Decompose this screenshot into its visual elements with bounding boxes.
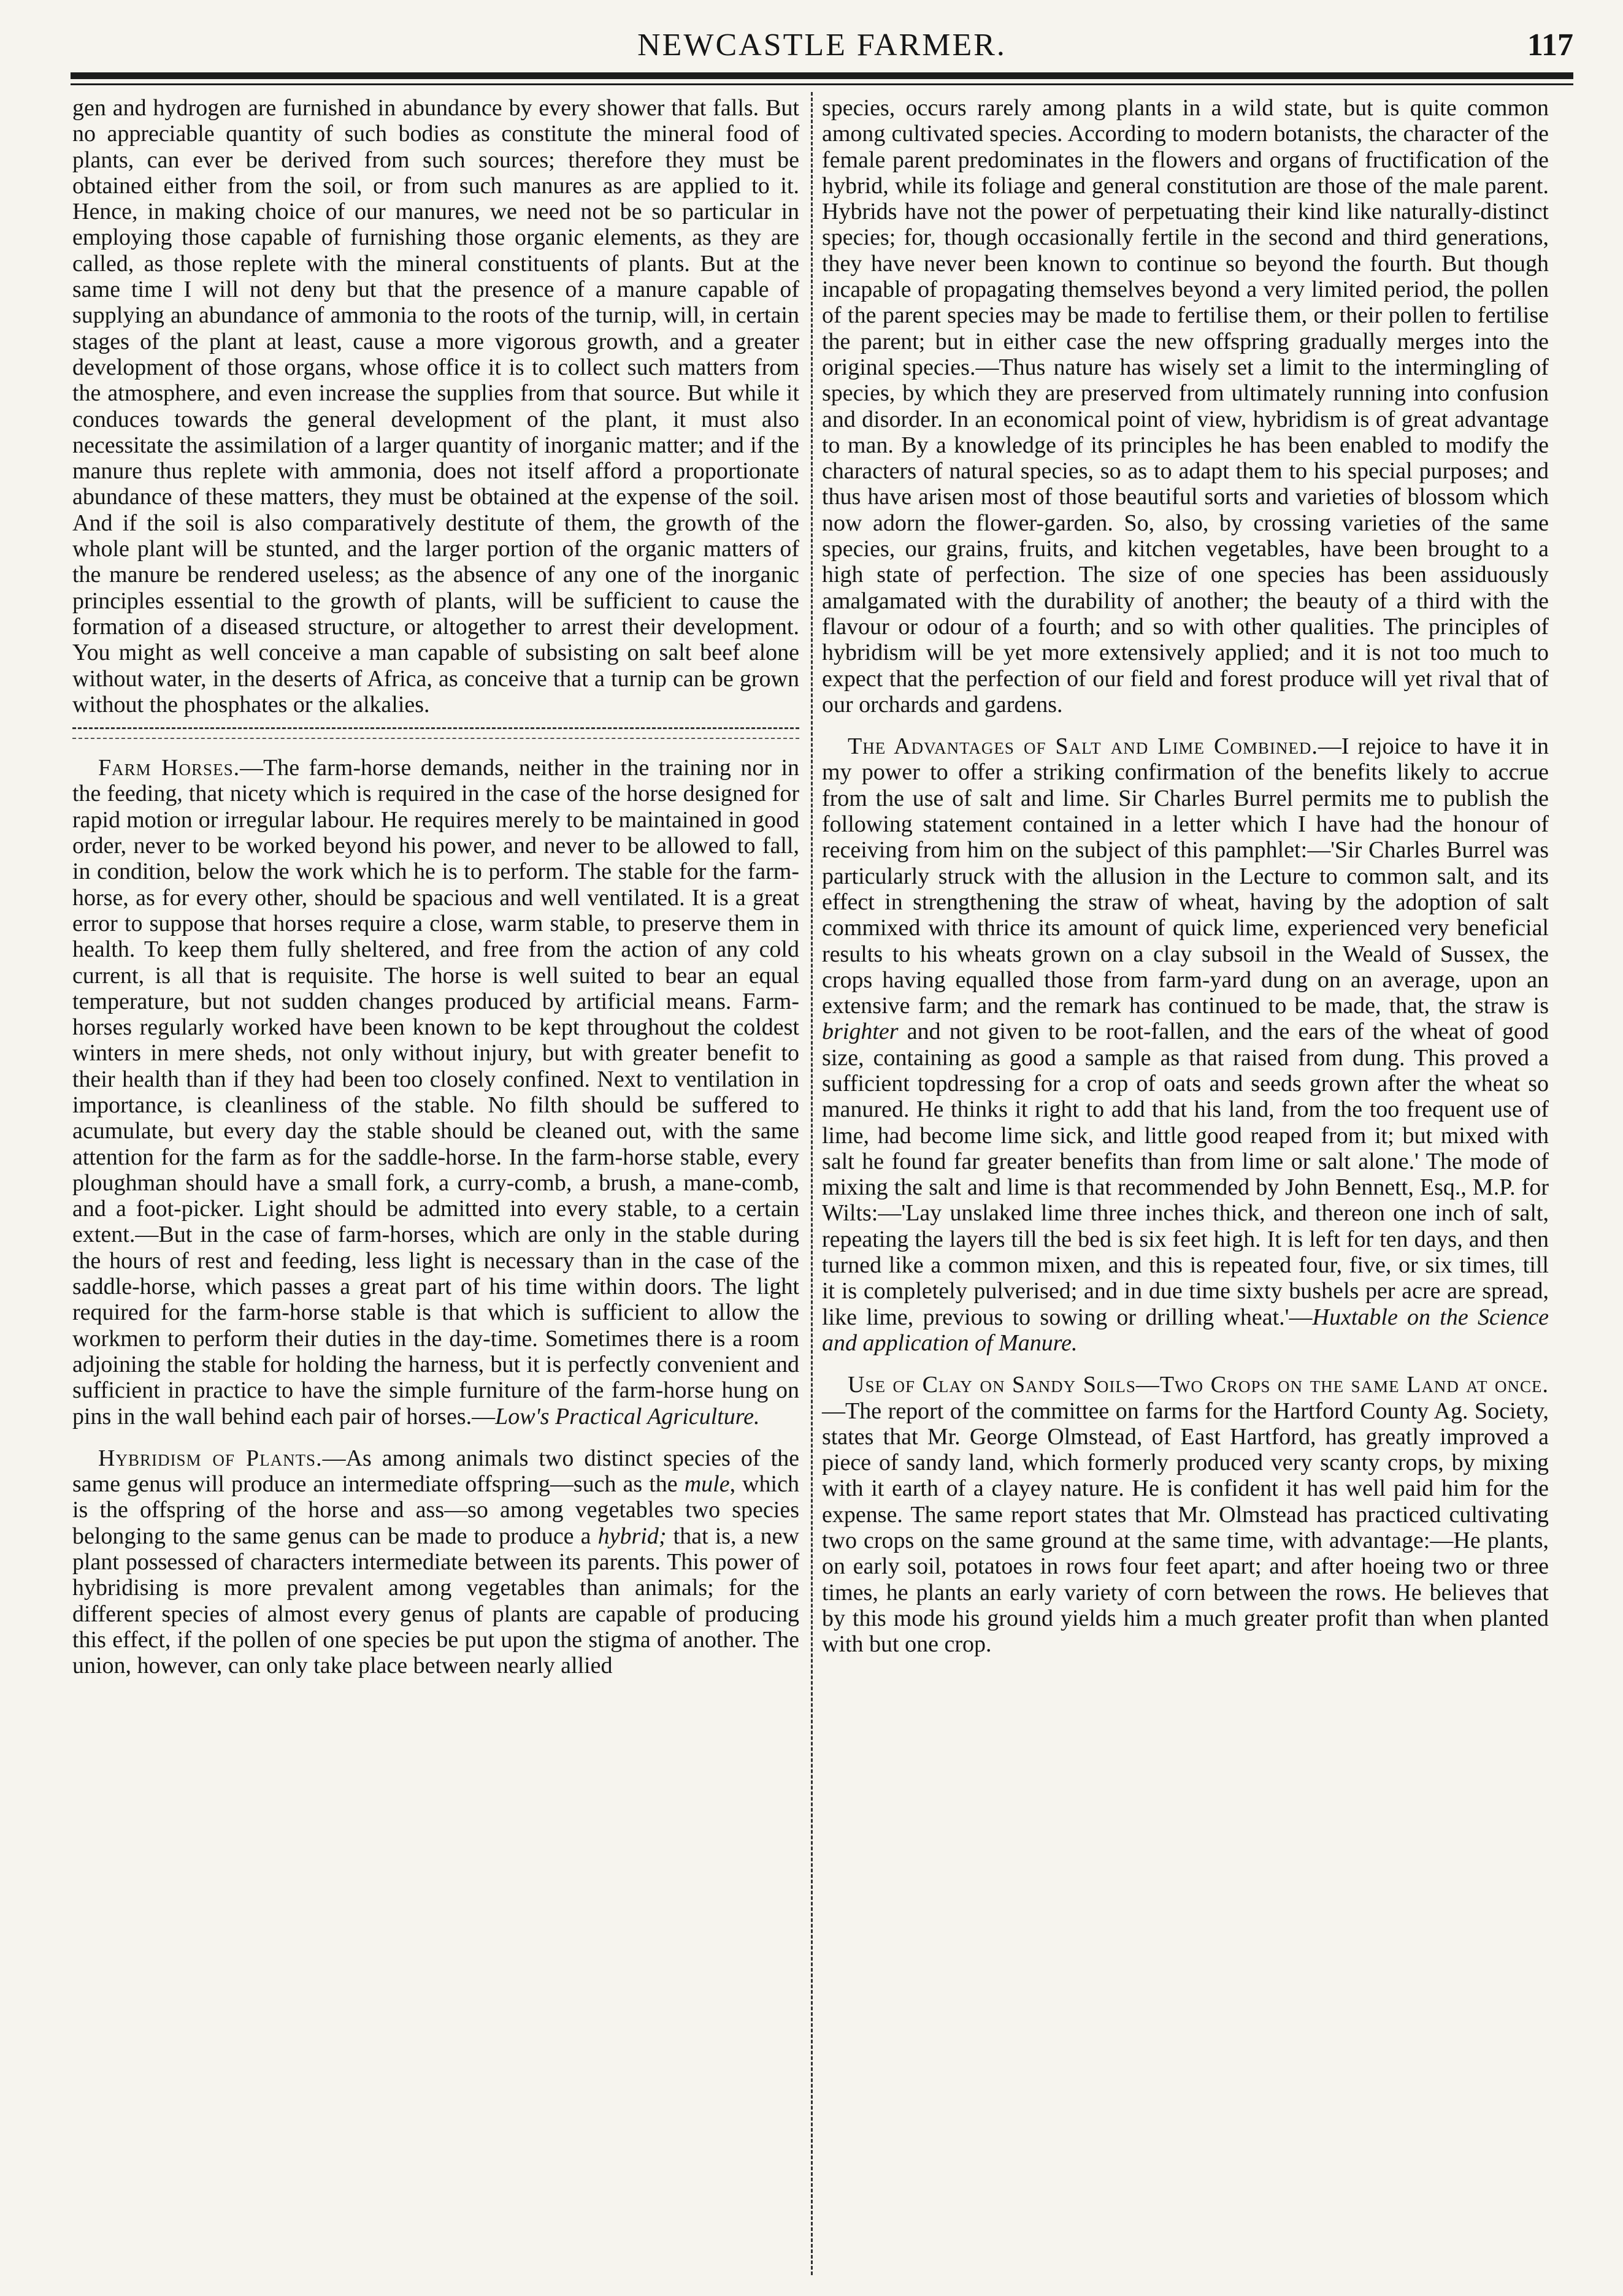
- hybridism-heading: Hybridism of Plants.: [98, 1445, 323, 1471]
- salt-lime-text-b: and not given to be root-fallen, and the ears of the wheat of good size, containing as good a sample as that raised from dung. This proved a sufficient topdressing for a crop of oats and seeds grown after the wheat so manured. He thinks it right to add that his land, from the too frequent use of lime, had become lime sick, and little good reaped from it; but mixed with salt he found far greater benefits than from lime or salt alone.' The mode of mixing the salt and lime is that recommended by John Bennett, Esq., M.P. for Wilts:—'Lay unslaked lime three inches thick, and thereon one inch of salt, repeating the layers till the bed is six feet high. It is left for ten days, and then turned like a common mixen, and this is repeated four, five, or six times, till it is completely pulverised; and in due time sixty bushels per acre are spread, like lime, previous to sowing or drilling wheat.'—: [822, 1019, 1549, 1330]
- hybridism-text-a: —As among animals two distinct species of the same genus will produce an intermediate offspring—such as the: [72, 1445, 799, 1498]
- salt-lime-heading: The Advantages of Salt and Lime Combined.: [848, 733, 1318, 760]
- farm-horses-text: —The farm-horse demands, neither in the training nor in the feeding, that nicety which is required in the case of the horse designed for rapid motion or irregular labour. He requires merely to be maintained in good order, never to be worked beyond his power, and never to be allowed to fall, in condition, below the work which he is to perform. The stable for the farm-horse, as for every other, should be spacious and well ventilated. It is a great error to suppose that horses require a close, warm stable, to preserve them in health. To keep them fully sheltered, and free from the action of any cold current, is all that is requisite. The horse is well suited to bear an equal temperature, but not sudden changes produced by artificial means. Farm-horses regularly worked have been known to be kept throughout the coldest winters in mere sheds, not only without injury, but with greater benefit to their health than if they had been too closely confined. Next to ventilation in importance, is cleanliness of the stable. No filth should be suffered to acumulate, but every day the stable should be cleaned out, with the same attention for the farm as for the saddle-horse. In the farm-horse stable, every ploughman should have a small fork, a curry-comb, a brush, a mane-comb, and a foot-picker. Light should be admitted into every stable, to a certain extent.—But in the case of farm-horses, which are only in the stable during the hours of rest and feeding, less light is necessary than in the case of the saddle-horse, which passes a great part of his time within doors. The light required for the farm-horse stable is that which is sufficient to allow the workmen to perform their duties in the day-time. Sometimes there is a room adjoining the stable for holding the harness, but it is perfectly convenient and sufficient in practice to have the simple furniture of the farm-horse hung on pins in the wall behind each pair of horses.—: [72, 755, 800, 1429]
- farm-horses-source: Low's Practical Agriculture.: [495, 1403, 760, 1429]
- page-number: 117: [1527, 28, 1573, 63]
- clay-heading: Use of Clay on Sandy Soils—Two Crops on the same Land at once.: [848, 1372, 1549, 1398]
- turnip-manure-paragraph: gen and hydrogen are furnished in abundance by every shower that falls. But no appreciable quantity of such bodies as constitute the mineral food of plants, can ever be derived from such sources; therefore they must be obtained either from the soil, or from such manures as are applied to it. Hence, in making choice of our manures, we need not be so particular in employing those capable of furnishing those organic elements, as they are called, as those replete with the mineral constituents of plants. But at the same time I will not deny but that the presence of a manure capable of supplying an abundance of ammonia to the roots of the turnip, will, in certain stages of the plant at least, cause a more vigorous growth, and a greater development of those organs, whose office it is to collect such matters from the atmosphere, and even increase the supplies from that source. But while it conduces towards the general development of the plant, it must also necessitate the assimilation of a larger quantity of inorganic matter; and if the manure thus replete with ammonia, does not itself afford a proportionate abundance of these matters, they must be obtained at the expense of the soil. And if the soil is also comparatively destitute of them, the growth of the whole plant will be stunted, and the larger portion of the organic matters of the manure be rendered useless; as the absence of any one of the inorganic principles essential to the growth of plants, will be sufficient to cause the formation of a diseased structure, or altogether to arrest their development. You might as well conceive a man capable of subsisting on salt beef alone without water, in the deserts of Africa, as conceive that a turnip can be grown without the phosphates or the alkalies.: [72, 95, 799, 718]
- hybridism-mule: mule: [684, 1471, 730, 1498]
- header-rule-thin: [71, 83, 1573, 85]
- page-header: [71, 25, 1573, 67]
- clay-text: —The report of the committee on farms for the Hartford County Ag. Society, states that Mr. George Olmstead, of East Hartford, has greatly improved a piece of sandy land, which formerly produced very scanty crops, by mixing with it earth of a clayey nature. He is confident it has well paid him for the expense. The same report states that Mr. Olmstead has practiced cultivating two crops on the same ground at the same time, with advantage:—He plants, on early soil, potatoes in rows four feet apart; and after hoeing two or three times, he plants an early variety of corn between the rows. He believes that by this mode his ground yields him a much greater profit than when planted with but one crop.: [822, 1398, 1549, 1658]
- right-column: [822, 95, 1549, 1658]
- column-divider: [811, 92, 813, 2275]
- clay-article: [822, 1372, 1549, 1657]
- salt-lime-text-a: —I rejoice to have it in my power to offer a striking confirmation of the benefits likely to accrue from the use of salt and lime. Sir Charles Burrel permits me to publish the following statement contained in a letter which I have had the honour of receiving from him on the subject of this pamphlet:—'Sir Charles Burrel was particularly struck with the allusion in the Lecture to common salt, and its effect in strengthening the straw of wheat, having by the adoption of salt commixed with thrice its amount of quick lime, experienced very beneficial results to his wheats grown on a clay subsoil in the Weald of Sussex, the crops having equalled those from farm-yard dung on an average, upon an extensive farm; and the remark has continued to be made, that, the straw is: [822, 733, 1549, 1019]
- masthead-title: NEWCASTLE FARMER.: [637, 28, 1007, 63]
- hybridism-text-c: that is, a new plant possessed of characters intermediate between its parents. This power of hybridising is more prevalent among vegetables than animals; for the different species of almost every genus of plants are capable of producing this effect, if the pollen of one species be put upon the stigma of another. The union, however, can only take place between nearly allied: [72, 1523, 799, 1679]
- farm-horses-heading: Farm Horses.: [98, 755, 240, 781]
- header-rule-thick: [71, 72, 1573, 79]
- farm-horses-article: [72, 755, 799, 1429]
- salt-lime-brighter: brighter: [822, 1019, 899, 1045]
- salt-lime-source: Huxtable on the Science and application of Manure.: [822, 1304, 1549, 1356]
- section-separator: [72, 727, 799, 739]
- salt-lime-article: [822, 733, 1549, 1356]
- hybridism-article: [72, 1445, 799, 1679]
- hybridism-hybrid: hybrid;: [597, 1523, 667, 1549]
- left-column: [72, 95, 799, 1679]
- hybridism-continuation: species, occurs rarely among plants in a wild state, but is quite common among cultivated species. According to modern botanists, the character of the female parent predominates in the flowers and organs of fructification of the hybrid, while its foliage and general constitution are those of the male parent. Hybrids have not the power of perpetuating their kind like naturally-distinct species; for, though occasionally fertile in the second and third generations, they have never been known to continue so beyond the fourth. But though incapable of propagating themselves beyond a very limited period, the pollen of the parent species may be made to fertilise them, or their pollen to fertilise the parent; but in either case the new offspring gradually merges into the original species.—Thus nature has wisely set a limit to the intermingling of species, by which they are preserved from ultimately running into confusion and disorder. In an economical point of view, hybridism is of great advantage to man. By a knowledge of its principles he has been enabled to modify the characters of natural species, so as to adapt them to his special purposes; and thus have arisen most of those beautiful sorts and varieties of blossom which now adorn the flower-garden. So, also, by crossing varieties of the same species, our grains, fruits, and kitchen vegetables, have been brought to a high state of perfection. The size of one species has been assiduously amalgamated with the durability of another; the beauty of a third with the flavour or odour of a fourth; and so with other qualities. The principles of hybridism will be yet more extensively applied; and it is not too much to expect that the perfection of our field and forest produce will yet rival that of our orchards and gardens.: [822, 95, 1549, 718]
- hybridism-text-b: , which is the offspring of the horse and ass—so among vegetables two species belonging to the same genus can be made to produce a: [72, 1471, 799, 1549]
